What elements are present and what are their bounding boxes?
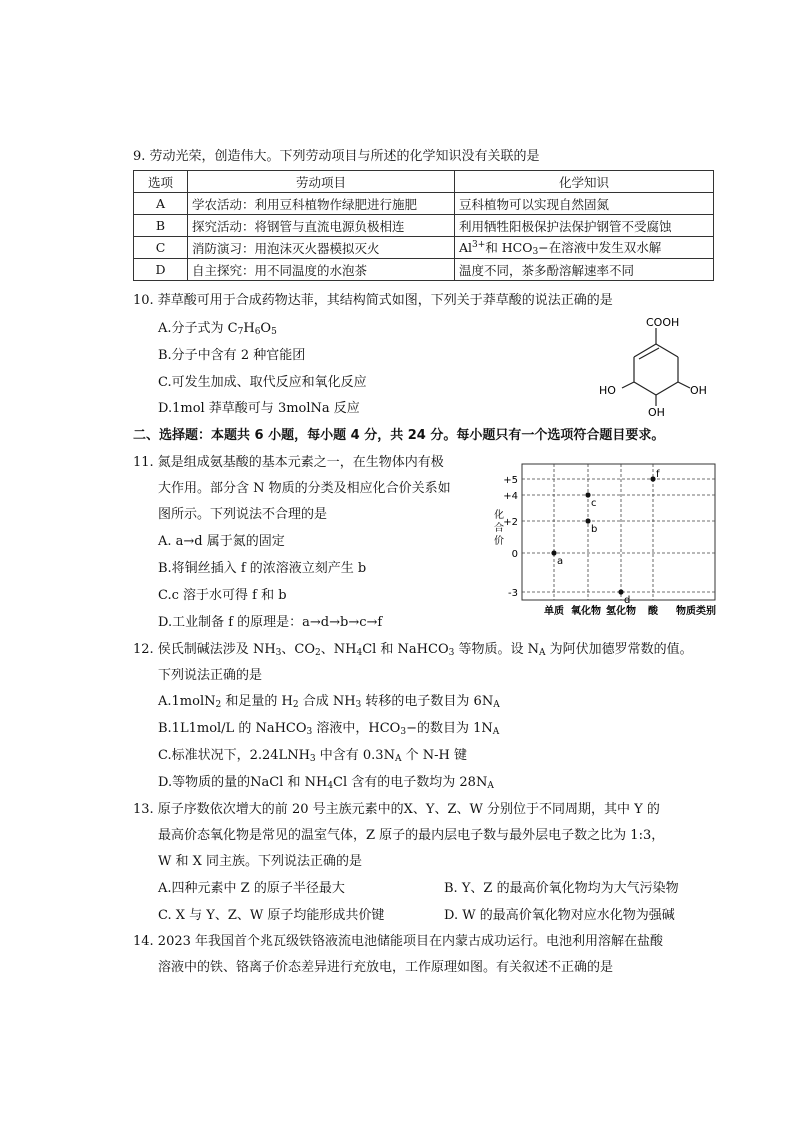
data-point-a	[551, 550, 556, 555]
y-tick-label: +5	[503, 475, 518, 486]
q13-stem-line3: W 和 X 同主族。下列说法正确的是	[158, 854, 363, 869]
data-point-label: d	[624, 595, 631, 606]
table-header-row	[134, 171, 714, 193]
q10-option-b: B.分子中含有 2 种官能团	[158, 348, 306, 363]
q11-stem-line1: 11. 氮是组成氨基酸的基本元素之一，在生物体内有极	[133, 455, 444, 470]
header-chem: 化学知识	[455, 171, 714, 193]
y-tick-label: -3	[508, 588, 518, 599]
y-tick-label: +4	[503, 491, 518, 502]
q14-stem-line2: 溶液中的铁、铬离子价态差异进行充放电，工作原理如图。有关叙述不正确的是	[158, 960, 614, 975]
q12-stem-line1: 12. 侯氏制碱法涉及 $NH_3$、$CO_2$、$NH_4Cl$ 和 NaHCO$_3$ 等物质。设 $N_A$ 为阿伏加德罗常数的值。	[133, 642, 693, 658]
y-tick-label: +2	[503, 517, 518, 528]
y-axis-label-char: 价	[494, 536, 504, 547]
table-row	[134, 215, 714, 237]
section-2-heading: 二、选择题：本题共 6 小题，每小题 4 分，共 24 分。每小题只有一个选项符合题目要求。	[133, 428, 665, 443]
q12-option-a: A.1molN$_2$ 和足量的 $H_2$ 合成 $NH_3$ 转移的电子数目为 $6N_A$	[158, 694, 500, 710]
q11-option-d: D.工业制备 f 的原理是：a→d→b→c→f	[158, 615, 383, 630]
data-point-d	[618, 589, 623, 594]
q11-stem-line3: 图所示。下列说法不合理的是	[158, 507, 328, 522]
row-chem: 豆科植物可以实现自然固氮	[455, 193, 714, 215]
x-tick-label: 单质	[544, 606, 564, 617]
oh-bottom-label: OH	[648, 406, 665, 419]
y-axis-label-char: 化	[494, 510, 504, 521]
data-point-c	[585, 492, 590, 497]
header-option: 选项	[134, 171, 188, 193]
table-row	[134, 259, 714, 281]
x-tick-label: 氧化物	[571, 606, 601, 617]
y-tick-label: 0	[511, 549, 518, 560]
q11-option-b: B.将铜丝插入 f 的浓溶液立刻产生 b	[158, 561, 367, 576]
chart-frame	[522, 464, 715, 600]
nitrogen-valence-chart	[490, 458, 730, 620]
x-tick-label: 酸	[648, 606, 658, 617]
q10-option-a: A.分子式为 $C_7H_6O_5$	[158, 321, 277, 337]
header-labor: 劳动项目	[188, 171, 455, 193]
row-option: B	[134, 215, 188, 237]
row-chem: $Al^{3+}$和 $HCO_3-$在溶液中发生双水解	[455, 237, 714, 259]
q13-option-b: B. Y、Z 的最高价氧化物均为大气污染物	[444, 881, 679, 896]
q9-stem: 9. 劳动光荣，创造伟大。下列劳动项目与所述的化学知识没有关联的是	[133, 149, 540, 164]
row-option: A	[134, 193, 188, 215]
row-option: C	[134, 237, 188, 259]
x-tick-label: 氢化物	[606, 606, 636, 617]
x-tick-label: 物质类别	[676, 606, 716, 617]
row-chem: 温度不同，茶多酚溶解速率不同	[455, 259, 714, 281]
q10-option-c: C.可发生加成、取代反应和氧化反应	[158, 375, 367, 390]
q11-stem-line2: 大作用。部分含 N 物质的分类及相应化合价关系如	[158, 481, 451, 496]
data-point-f	[650, 476, 655, 481]
row-labor: 自主探究：用不同温度的水泡茶	[188, 259, 455, 281]
q13-option-a: A.四种元素中 Z 的原子半径最大	[158, 881, 345, 896]
row-labor: 学农活动：利用豆科植物作绿肥进行施肥	[188, 193, 455, 215]
data-point-label: f	[656, 469, 660, 480]
row-labor: 探究活动：将钢管与直流电源负极相连	[188, 215, 455, 237]
oh-right-label: OH	[690, 384, 707, 397]
table-row	[134, 237, 714, 259]
q12-option-b: B.1L1mol/L 的 NaHCO$_3$ 溶液中，$HCO_3-$的数目为 $1N_A$	[158, 721, 500, 737]
table-row	[134, 193, 714, 215]
row-labor: 消防演习：用泡沫灭火器模拟灭火	[188, 237, 455, 259]
shikimic-acid-structure	[590, 312, 720, 420]
q13-option-c: C. X 与 Y、Z、W 原子均能形成共价键	[158, 908, 385, 923]
q13-option-d: D. W 的最高价氧化物对应水化物为强碱	[444, 908, 675, 923]
y-axis-label-char: 合	[494, 523, 504, 534]
q12-stem-line2: 下列说法正确的是	[158, 668, 263, 683]
q12-option-d: D.等物质的量的NaCl 和 $NH_4Cl$ 含有的电子数均为 $28N_A$	[158, 775, 494, 791]
data-point-b	[585, 518, 590, 523]
q13-stem-line2: 最高价态氧化物是常见的温室气体，Z 原子的最内层电子数与最外层电子数之比为 1:3，	[158, 828, 665, 843]
q10-option-d: D.1mol 莽草酸可与 3molNa 反应	[158, 401, 360, 416]
q10-stem: 10. 莽草酸可用于合成药物达菲，其结构简式如图，下列关于莽草酸的说法正确的是	[133, 293, 613, 308]
ho-left-label: HO	[599, 384, 616, 397]
q14-stem-line1: 14. 2023 年我国首个兆瓦级铁铬液流电池储能项目在内蒙古成功运行。电池利用溶解在盐酸	[133, 934, 664, 949]
data-point-label: a	[557, 556, 564, 567]
data-point-label: b	[591, 524, 598, 535]
cooh-label: COOH	[646, 316, 680, 329]
row-option: D	[134, 259, 188, 281]
q13-stem-line1: 13. 原子序数依次增大的前 20 号主族元素中的X、Y、Z、W 分别位于不同周期，其中 Y 的	[133, 802, 660, 817]
data-point-label: c	[591, 498, 597, 509]
q11-option-c: C.c 溶于水可得 f 和 b	[158, 588, 287, 603]
q11-option-a: A. a→d 属于氮的固定	[158, 534, 285, 549]
q12-option-c: C.标准状况下，$2.24LNH_3$ 中含有 $0.3N_A$ 个 N-H 键	[158, 748, 467, 764]
row-chem: 利用牺牲阳极保护法保护钢管不受腐蚀	[455, 215, 714, 237]
q9-table	[133, 170, 714, 281]
